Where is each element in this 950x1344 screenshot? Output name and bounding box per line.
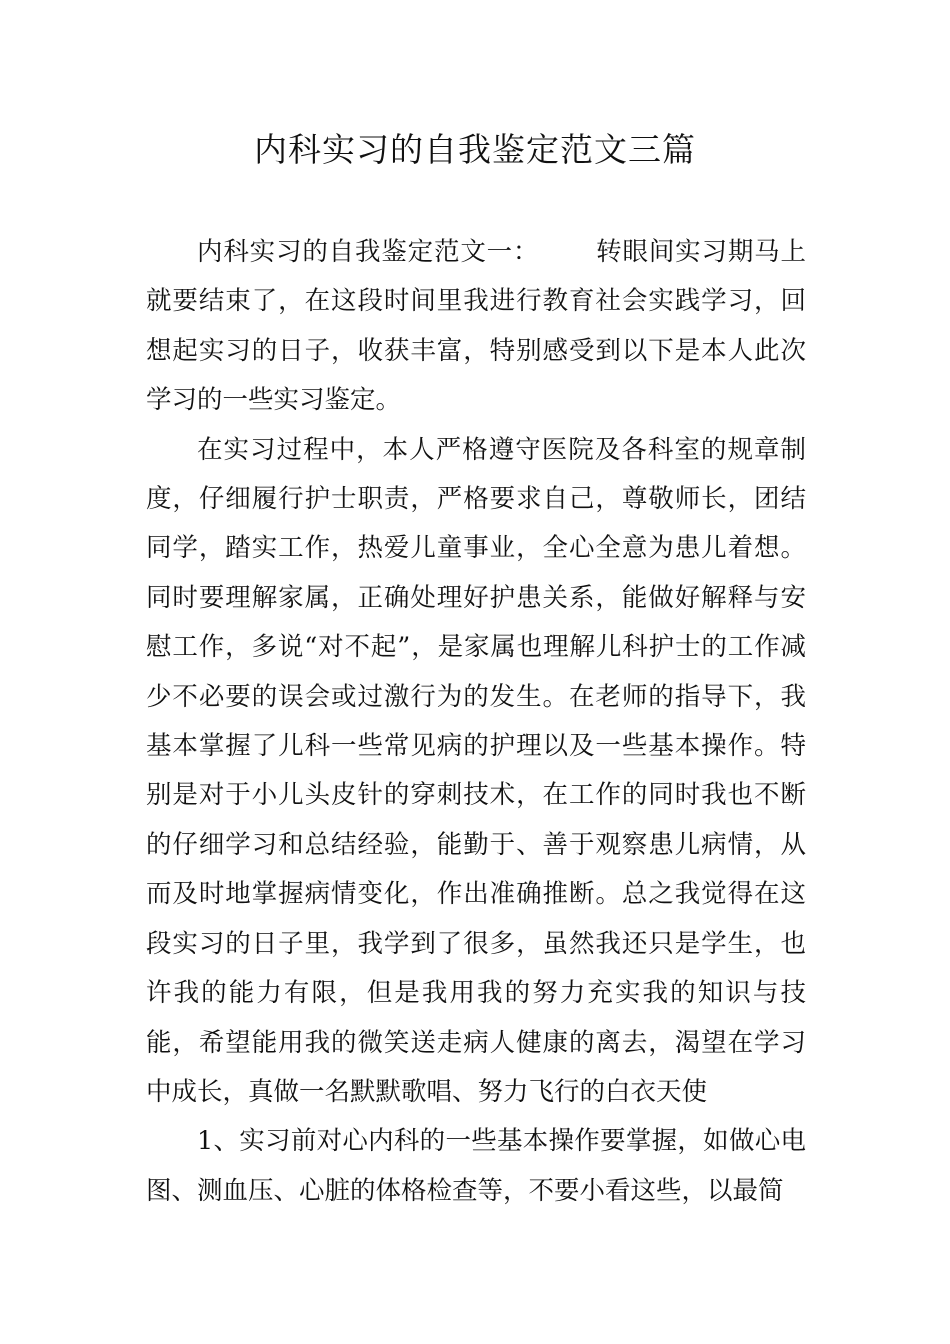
paragraph-3: 1、实习前对心内科的一些基本操作要掌握，如做心电图、测血压、心脏的体格检查等，不要小看这些，以最简: [146, 1126, 806, 1206]
intro-heading: 内科实习的自我鉴定范文一：: [197, 237, 540, 267]
paragraph-1-text: 转眼间实习期马上就要结束了，在这段时间里我进行教育社会实践学习，回想起实习的日子，收获丰富，特别感受到以下是本人此次学习的一些实习鉴定。: [146, 237, 806, 416]
paragraph-intro: [146, 228, 806, 426]
paragraph-2: 在实习过程中，本人严格遵守医院及各科室的规章制度，仔细履行护士职责，严格要求自己，尊敬师长，团结同学，踏实工作，热爱儿童事业，全心全意为患儿着想。同时要理解家属，正确处理好护患关系，能做好解释与安慰工作，多说“对不起”，是家属也理解儿科护士的工作减少不必要的误会或过激行为的发生。在老师的指导下，我基本掌握了儿科一些常见病的护理以及一些基本操作。特别是对于小儿头皮针的穿刺技术，在工作的同时我也不断的仔细学习和总结经验，能勤于、善于观察患儿病情，从而及时地掌握病情变化，作出准确推断。总之我觉得在这段实习的日子里，我学到了很多，虽然我还只是学生，也许我的能力有限，但是我用我的努力充实我的知识与技能，希望能用我的微笑送走病人健康的离去，渴望在学习中成长，真做一名默默歌唱、努力飞行的白衣天使: [146, 434, 806, 1107]
document-body: [146, 228, 806, 1216]
document-title: 内科实习的自我鉴定范文三篇: [254, 130, 696, 169]
